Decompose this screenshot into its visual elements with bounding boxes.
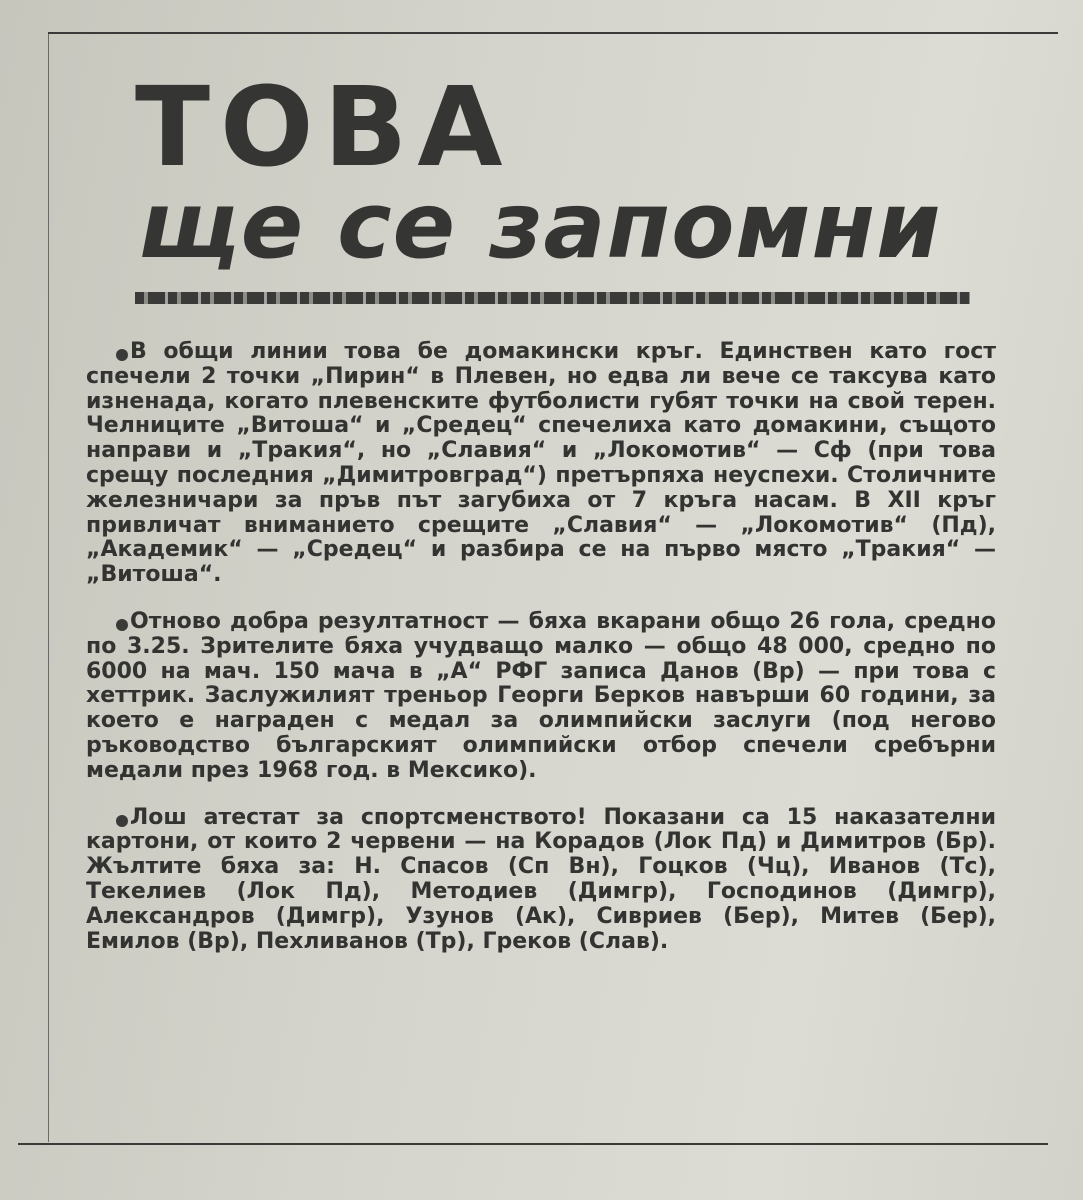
article-paragraph (86, 806, 996, 955)
headline-underline (135, 292, 970, 304)
paragraph-text: Отново добра резултатност — бяха вкарани общо 26 гола, средно по 3.25. Зрителите бяха учудващо малко — общо 48 000, средно по 6000 на мач. 150 мача в „А“ РФГ записа Данов (Вр) — при това с хеттрик. Заслужилият треньор Георги Берков навърши 60 години, за което е награден с медал за олимпийски заслуги (под негово ръководство българският олимпийски отбор спечели сребърни медали през 1968 год. в Мексико). (86, 608, 996, 783)
top-rule (48, 32, 1058, 34)
paragraph-text: В общи линии това бе домакински кръг. Единствен като гост спечели 2 точки „Пирин“ в Плевен, но едва ли вече се таксува като изненада, когато плевенските футболисти губят точки на свой терен. Челниците „Витоша“ и „Средец“ спечелиха като домакини, същото направи и „Тракия“, но „Славия“ и „Локомотив“ — Сф (при това срещу последния „Димитровград“) претърпяха неуспехи. Столичните железничари за пръв път загубиха от 7 кръга насам. В XII кръг привличат вниманието срещите „Славия“ — „Локомотив“ (Пд), „Академик“ — „Средец“ и разбира се на първо място „Тракия“ — „Витоша“. (86, 339, 996, 588)
headline-line-1: ТОВА (135, 63, 513, 191)
bullet-icon (116, 815, 128, 827)
bullet-icon (116, 349, 128, 361)
bullet-icon (116, 619, 128, 631)
left-rule (48, 34, 49, 1142)
bottom-rule (18, 1143, 1048, 1145)
article-paragraph (86, 340, 996, 588)
article-body (86, 340, 996, 976)
paragraph-text: Лош атестат за спортсменството! Показани са 15 наказателни картони, от които 2 червени — на Корадов (Лок Пд) и Димитров (Бр). Жълтите бяха за: Н. Спасов (Сп Вн), Гоцков (Чц), Иванов (Тс), Текелиев (Лок Пд), Методиев (Димгр), Господинов (Димгр), Александров (Димгр), Узунов (Ак), Сивриев (Бер), Митев (Бер), Емилов (Вр), Пехливанов (Тр), Греков (Слав). (86, 804, 996, 954)
article-paragraph (86, 610, 996, 784)
headline-line-2: ще се запомни (138, 172, 942, 279)
